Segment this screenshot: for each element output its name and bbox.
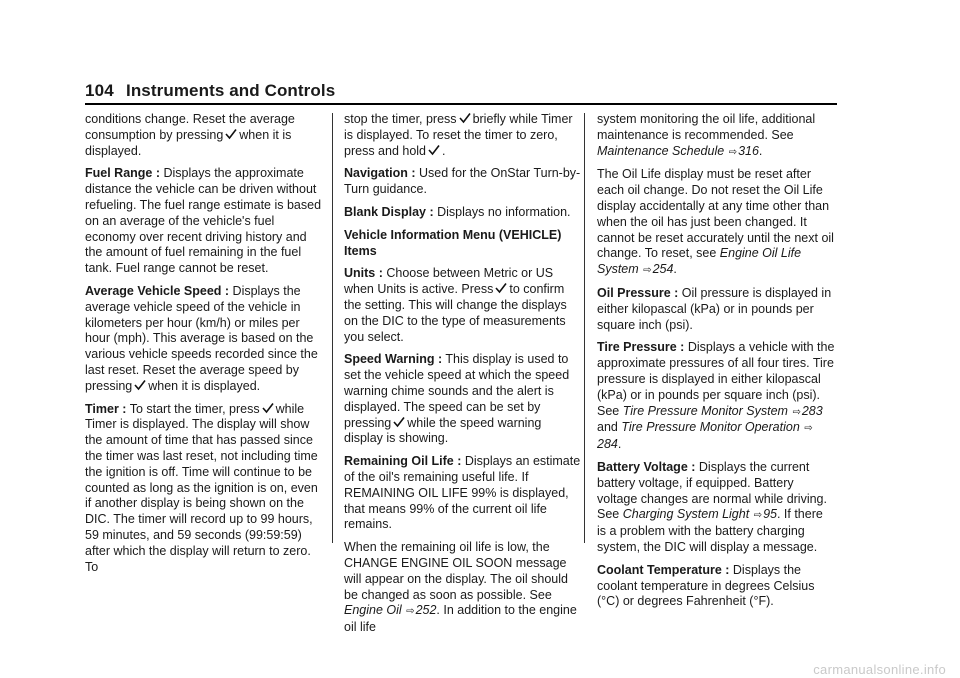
paragraph-timer-stop: stop the timer, press briefly while Timer is displayed. To reset the timer to zero, press and hold .	[344, 112, 573, 158]
speed-warning-label: Speed Warning :	[344, 352, 443, 367]
units-label: Units :	[344, 266, 383, 281]
reference-arrow-icon: ⇨	[804, 423, 813, 435]
page-header	[85, 81, 837, 103]
paragraph-timer: Timer : To start the timer, press while Timer is displayed. The display will show the amount of time that has passed since the timer was last reset, not including time the ignition is off. Time will continue to be counted as long as the ignition is on, even if another display is being shown on the DIC. The timer will record up to 99 hours, 59 minutes, and 59 seconds (99:59:59) after which the display will return to zero. To	[85, 401, 318, 574]
battery-voltage-label: Battery Voltage :	[597, 459, 696, 474]
tire-pressure-label: Tire Pressure :	[597, 340, 685, 355]
checkmark-icon	[134, 379, 146, 391]
paragraph-coolant-temperature: Coolant Temperature : Displays the coolant temperature in degrees Celsius (°C) or degrees Fahrenheit (°F).	[597, 562, 815, 609]
column-1	[85, 112, 323, 582]
checkmark-icon	[393, 416, 405, 428]
checkmark-icon	[262, 402, 274, 414]
watermark: carmanualsonline.info	[813, 662, 946, 677]
paragraph-average-speed: Average Vehicle Speed : Displays the average vehicle speed of the vehicle in kilometers per hour (km/h) or miles per hour (mph). This average is based on the various vehicle speeds recorded since the last reset. Reset the average speed by pressing when it is displayed.	[85, 283, 318, 393]
paragraph-units: Units : Choose between Metric or US when Units is active. Press to confirm the setting. This will change the displays on the DIC to the type of measurements you select.	[344, 266, 567, 344]
engine-oil-link[interactable]: Engine Oil	[344, 603, 402, 618]
column-2	[344, 112, 582, 643]
header-rule	[85, 103, 837, 105]
paragraph-oil-life-reset: The Oil Life display must be reset after each oil change. Do not reset the Oil Life display accidentally at any time other than when the oil has just been changed. It cannot be reset accurately until the next oil change. To reset, see Engine Oil Life System ⇨254.	[597, 167, 835, 279]
paragraph-battery-voltage: Battery Voltage : Displays the current battery voltage, if equipped. Battery voltage changes are normal while driving. See Charging System Light ⇨95. If there is a problem with the battery charging system, the DIC will display a message.	[597, 459, 827, 554]
timer-label: Timer :	[85, 401, 127, 416]
reference-arrow-icon: ⇨	[406, 606, 415, 618]
column-divider-1	[332, 113, 333, 543]
oil-pressure-label: Oil Pressure :	[597, 285, 679, 300]
reference-arrow-icon: ⇨	[643, 265, 652, 277]
reference-arrow-icon: ⇨	[753, 510, 763, 522]
charging-system-light-page[interactable]: 95	[763, 507, 777, 522]
tire-pressure-monitor-operation-page[interactable]: 284	[597, 437, 618, 452]
vehicle-menu-heading: Vehicle Information Menu (VEHICLE) Items	[344, 227, 562, 258]
paragraph-speed-warning: Speed Warning : This display is used to set the vehicle speed at which the speed warning chime sounds and the alert is displayed. The speed can be set by pressing while the speed warning display is showing.	[344, 352, 570, 446]
engine-oil-life-system-link[interactable]: Engine Oil Life System	[597, 246, 802, 277]
checkmark-icon	[459, 112, 471, 124]
checkmark-icon	[495, 282, 507, 294]
charging-system-light-link[interactable]: Charging System Light	[622, 507, 750, 522]
paragraph-low-oil: When the remaining oil life is low, the CHANGE ENGINE OIL SOON message will appear on the display. The oil should be changed as soon as possible. See Engine Oil ⇨252. In addition to the engine oil life	[344, 540, 577, 635]
engine-oil-page[interactable]: 252	[415, 603, 437, 618]
paragraph-avg-consumption: conditions change. Reset the average consumption by pressing when it is displayed.	[85, 112, 295, 158]
tire-pressure-monitor-operation-link[interactable]: Tire Pressure Monitor Operation	[621, 420, 800, 435]
page-number: 104	[85, 81, 114, 100]
section-title: Instruments and Controls	[126, 81, 336, 100]
average-speed-label: Average Vehicle Speed :	[85, 283, 230, 298]
reference-arrow-icon: ⇨	[792, 406, 801, 418]
column-divider-2	[584, 113, 585, 543]
engine-oil-life-system-page[interactable]: 254	[652, 262, 674, 277]
navigation-label: Navigation :	[344, 166, 416, 181]
checkmark-icon	[428, 144, 440, 156]
paragraph-navigation: Navigation : Used for the OnStar Turn-by-Turn guidance.	[344, 166, 581, 197]
paragraph-tire-pressure: Tire Pressure : Displays a vehicle with the approximate pressures of all four tires. Tire pressure is displayed in either kilopascal (kPa) or in pounds per square inch (psi). See Tire Pressure Monitor System ⇨283 and Tire Pressure Monitor Operation ⇨284.	[597, 340, 835, 452]
tire-pressure-monitor-system-link[interactable]: Tire Pressure Monitor System	[622, 403, 788, 418]
paragraph-oil-pressure: Oil Pressure : Oil pressure is displayed in either kilopascal (kPa) or in pounds per square inch (psi).	[597, 285, 832, 332]
paragraph-maintenance: system monitoring the oil life, additional maintenance is recommended. See Maintenance Schedule ⇨316.	[597, 112, 835, 160]
maintenance-schedule-link[interactable]: Maintenance Schedule	[597, 143, 725, 158]
coolant-temperature-label: Coolant Temperature :	[597, 562, 730, 577]
checkmark-icon	[225, 128, 237, 140]
maintenance-schedule-page[interactable]: 316	[738, 143, 759, 158]
blank-display-label: Blank Display :	[344, 204, 434, 219]
remaining-oil-life-label: Remaining Oil Life :	[344, 454, 462, 469]
column-3	[597, 112, 835, 617]
tire-pressure-monitor-system-page[interactable]: 283	[801, 403, 823, 418]
fuel-range-label: Fuel Range :	[85, 166, 161, 181]
paragraph-fuel-range: Fuel Range : Displays the approximate distance the vehicle can be driven without refueling. The fuel range estimate is based on an average of the vehicle's fuel economy over recent driving history and the amount of fuel remaining in the fuel tank. Fuel range cannot be reset.	[85, 166, 322, 276]
paragraph-remaining-oil-life: Remaining Oil Life : Displays an estimate of the oil's remaining useful life. If REMAINING OIL LIFE 99% is displayed, that means 99% of the current oil life remains.	[344, 454, 581, 532]
paragraph-blank-display: Blank Display : Displays no information.	[344, 204, 571, 219]
reference-arrow-icon: ⇨	[728, 146, 738, 158]
